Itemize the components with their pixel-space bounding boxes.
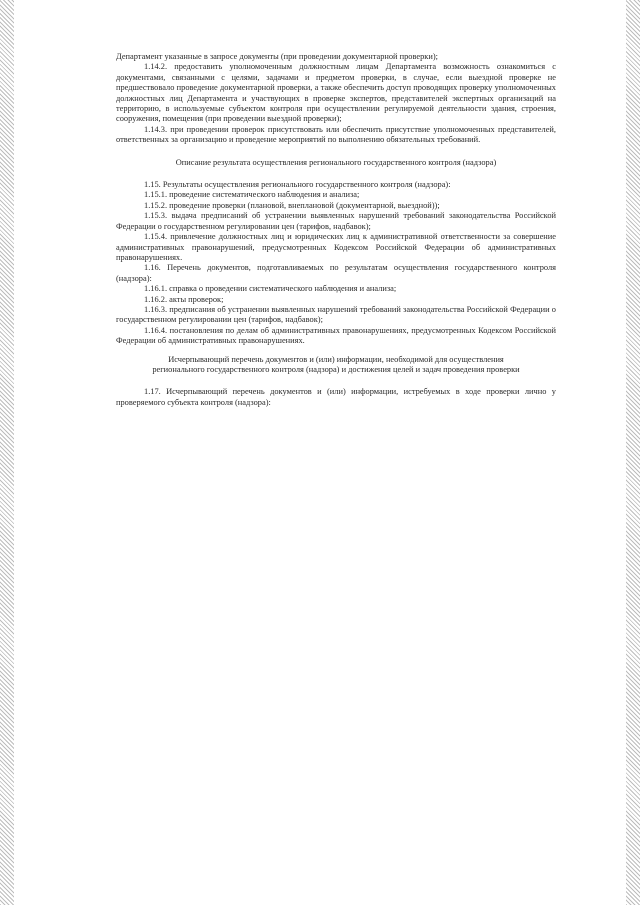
section-heading-documents: Исчерпывающий перечень документов и (или) информации, необходимой для осуществления регионального государственного контроля (надзора) и достижения целей и задач проведения проверки [152, 354, 520, 374]
paragraph-1-15-3: 1.15.3. выдача предписаний об устранении выявленных нарушений требований законодательства Российской Федерации о государственном регулировании цен (тарифов, надбавок); [116, 211, 556, 231]
paragraph-1-17: 1.17. Исчерпывающий перечень документов и (или) информации, истребуемых в ходе проверки лично у проверяемого субъекта контроля (надзора): [116, 387, 556, 407]
paragraph-1-16-4: 1.16.4. постановления по делам об административных правонарушениях, предусмотренных Кодексом Российской Федерации об административных правонарушениях. [116, 325, 556, 346]
document-body [116, 52, 556, 408]
paragraph-1-15-1: 1.15.1. проведение систематического наблюдения и анализа; [144, 190, 360, 200]
paragraph-1-14-2: 1.14.2. предоставить уполномоченным должностным лицам Департамента возможность ознакомиться с документами, связанными с целями, задачами и предметом проверки, в случае, если выездной проверке не предшествовало проведение документарной проверки, а также обеспечить доступ проводящих проверку уполномоченных должностных лиц Департамента и участвующих в проверке экспертов, представителей экспертных организаций на территорию, в используемые субъектом контроля при осуществлении регулируемой деятельности здания, строения, сооружения, помещения (при проведении выездной проверки); [116, 62, 556, 124]
scan-border-right [626, 0, 640, 905]
scan-border-left [0, 0, 14, 905]
paragraph-continuation: Департамент указанные в запросе документы (при проведении документарной проверки); [116, 52, 438, 61]
paragraph-1-15-4: 1.15.4. привлечение должностных лиц и юридических лиц к административной ответственности за совершение административных правонарушений, предусмотренных Кодексом Российской Федерации об административных правонарушениях. [116, 232, 556, 262]
paragraph-1-16-1: 1.16.1. справка о проведении систематического наблюдения и анализа; [144, 284, 397, 294]
paragraph-1-16: 1.16. Перечень документов, подготавливаемых по результатам осуществления государственного контроля (надзора): [116, 263, 556, 283]
paragraph-1-15: 1.15. Результаты осуществления регионального государственного контроля (надзора): [144, 180, 451, 190]
paragraph-1-14-3: 1.14.3. при проведении проверок присутствовать или обеспечить присутствие уполномоченных представителей, ответственных за организацию и проведение мероприятий по выполнению обязательных требований. [116, 124, 556, 145]
section-heading-results: Описание результата осуществления регионального государственного контроля (надзора) [175, 157, 497, 167]
paragraph-1-15-2: 1.15.2. проведение проверки (плановой, внеплановой (документарной, выездной)); [144, 200, 440, 210]
paragraph-1-16-3: 1.16.3. предписания об устранении выявленных нарушений требований законодательства Российской Федерации о государственном регулировании цен (тарифов, надбавок); [116, 304, 556, 325]
paragraph-1-16-2: 1.16.2. акты проверок; [144, 294, 224, 304]
